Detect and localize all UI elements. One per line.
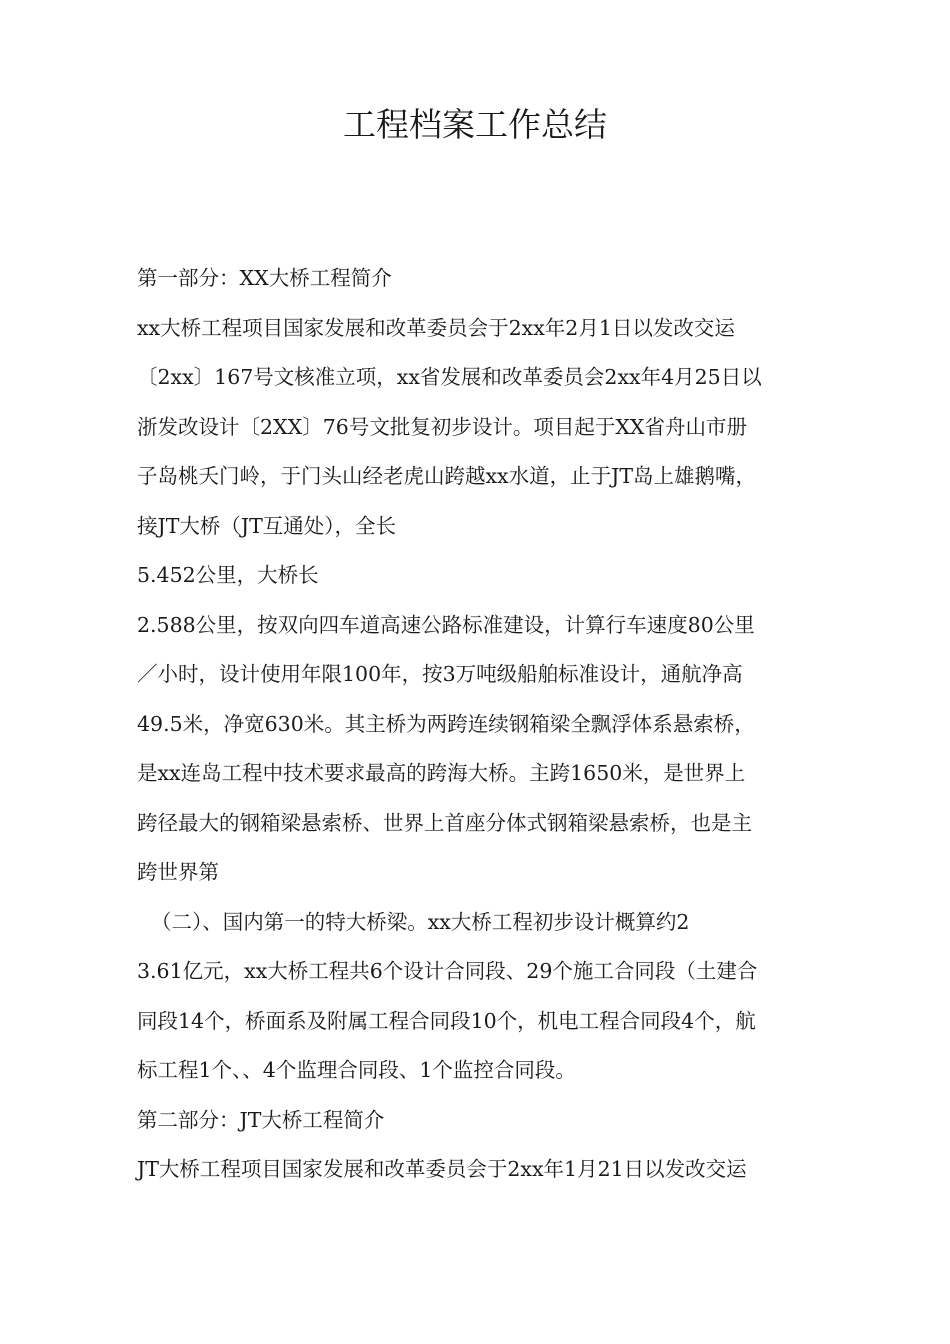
paragraph-line: 49.5米，净宽630米。其主桥为两跨连续钢箱梁全飘浮体系悬索桥，: [137, 711, 755, 736]
paragraph-line: （二）、国内第一的特大桥梁。xx大桥工程初步设计概算约2: [151, 909, 690, 934]
section-heading-part-one: 第一部分：XX大桥工程简介: [137, 266, 392, 290]
paragraph-line: 标工程1个、、4个监理合同段、1个监控合同段。: [137, 1058, 576, 1082]
paragraph-line: 跨径最大的钢箱梁悬索桥、世界上首座分体式钢箱梁悬索桥，也是主: [137, 810, 752, 835]
paragraph-line: 子岛桃夭门岭，于门头山经老虎山跨越xx水道，止于JT岛上雄鹅嘴，: [137, 464, 757, 488]
paragraph-line: 5.452公里，大桥长: [137, 563, 319, 587]
paragraph-line: 〔2xx〕167号文核准立项，xx省发展和改革委员会2xx年4月25日以: [137, 365, 762, 389]
document-body: [137, 254, 837, 1195]
paragraph-line: 3.61亿元，xx大桥工程共6个设计合同段、29个施工合同段（土建合: [137, 959, 758, 983]
paragraph-line: ／小时，设计使用年限100年，按3万吨级船舶标准设计，通航净高: [137, 662, 743, 686]
document-title: 工程档案工作总结: [343, 105, 607, 144]
paragraph-line: 同段14个，桥面系及附属工程合同段10个，机电工程合同段4个，航: [137, 1008, 756, 1033]
paragraph-line: xx大桥工程项目国家发展和改革委员会于2xx年2月1日以发改交运: [137, 315, 735, 340]
paragraph-line: 接JT大桥（JT互通处），全长: [137, 513, 397, 538]
paragraph-line: 2.588公里，按双向四车道高速公路标准建设，计算行车速度80公里: [137, 612, 755, 637]
paragraph-line: 跨世界第: [137, 860, 219, 884]
paragraph-line: 是xx连岛工程中技术要求最高的跨海大桥。主跨1650米，是世界上: [137, 761, 746, 785]
paragraph-line: 浙发改设计〔2XX〕76号文批复初步设计。项目起于XX省舟山市册: [137, 414, 748, 439]
section-heading-part-two: 第二部分：JT大桥工程简介: [137, 1107, 385, 1132]
paragraph-line: JT大桥工程项目国家发展和改革委员会于2xx年1月21日以发改交运: [137, 1157, 747, 1181]
